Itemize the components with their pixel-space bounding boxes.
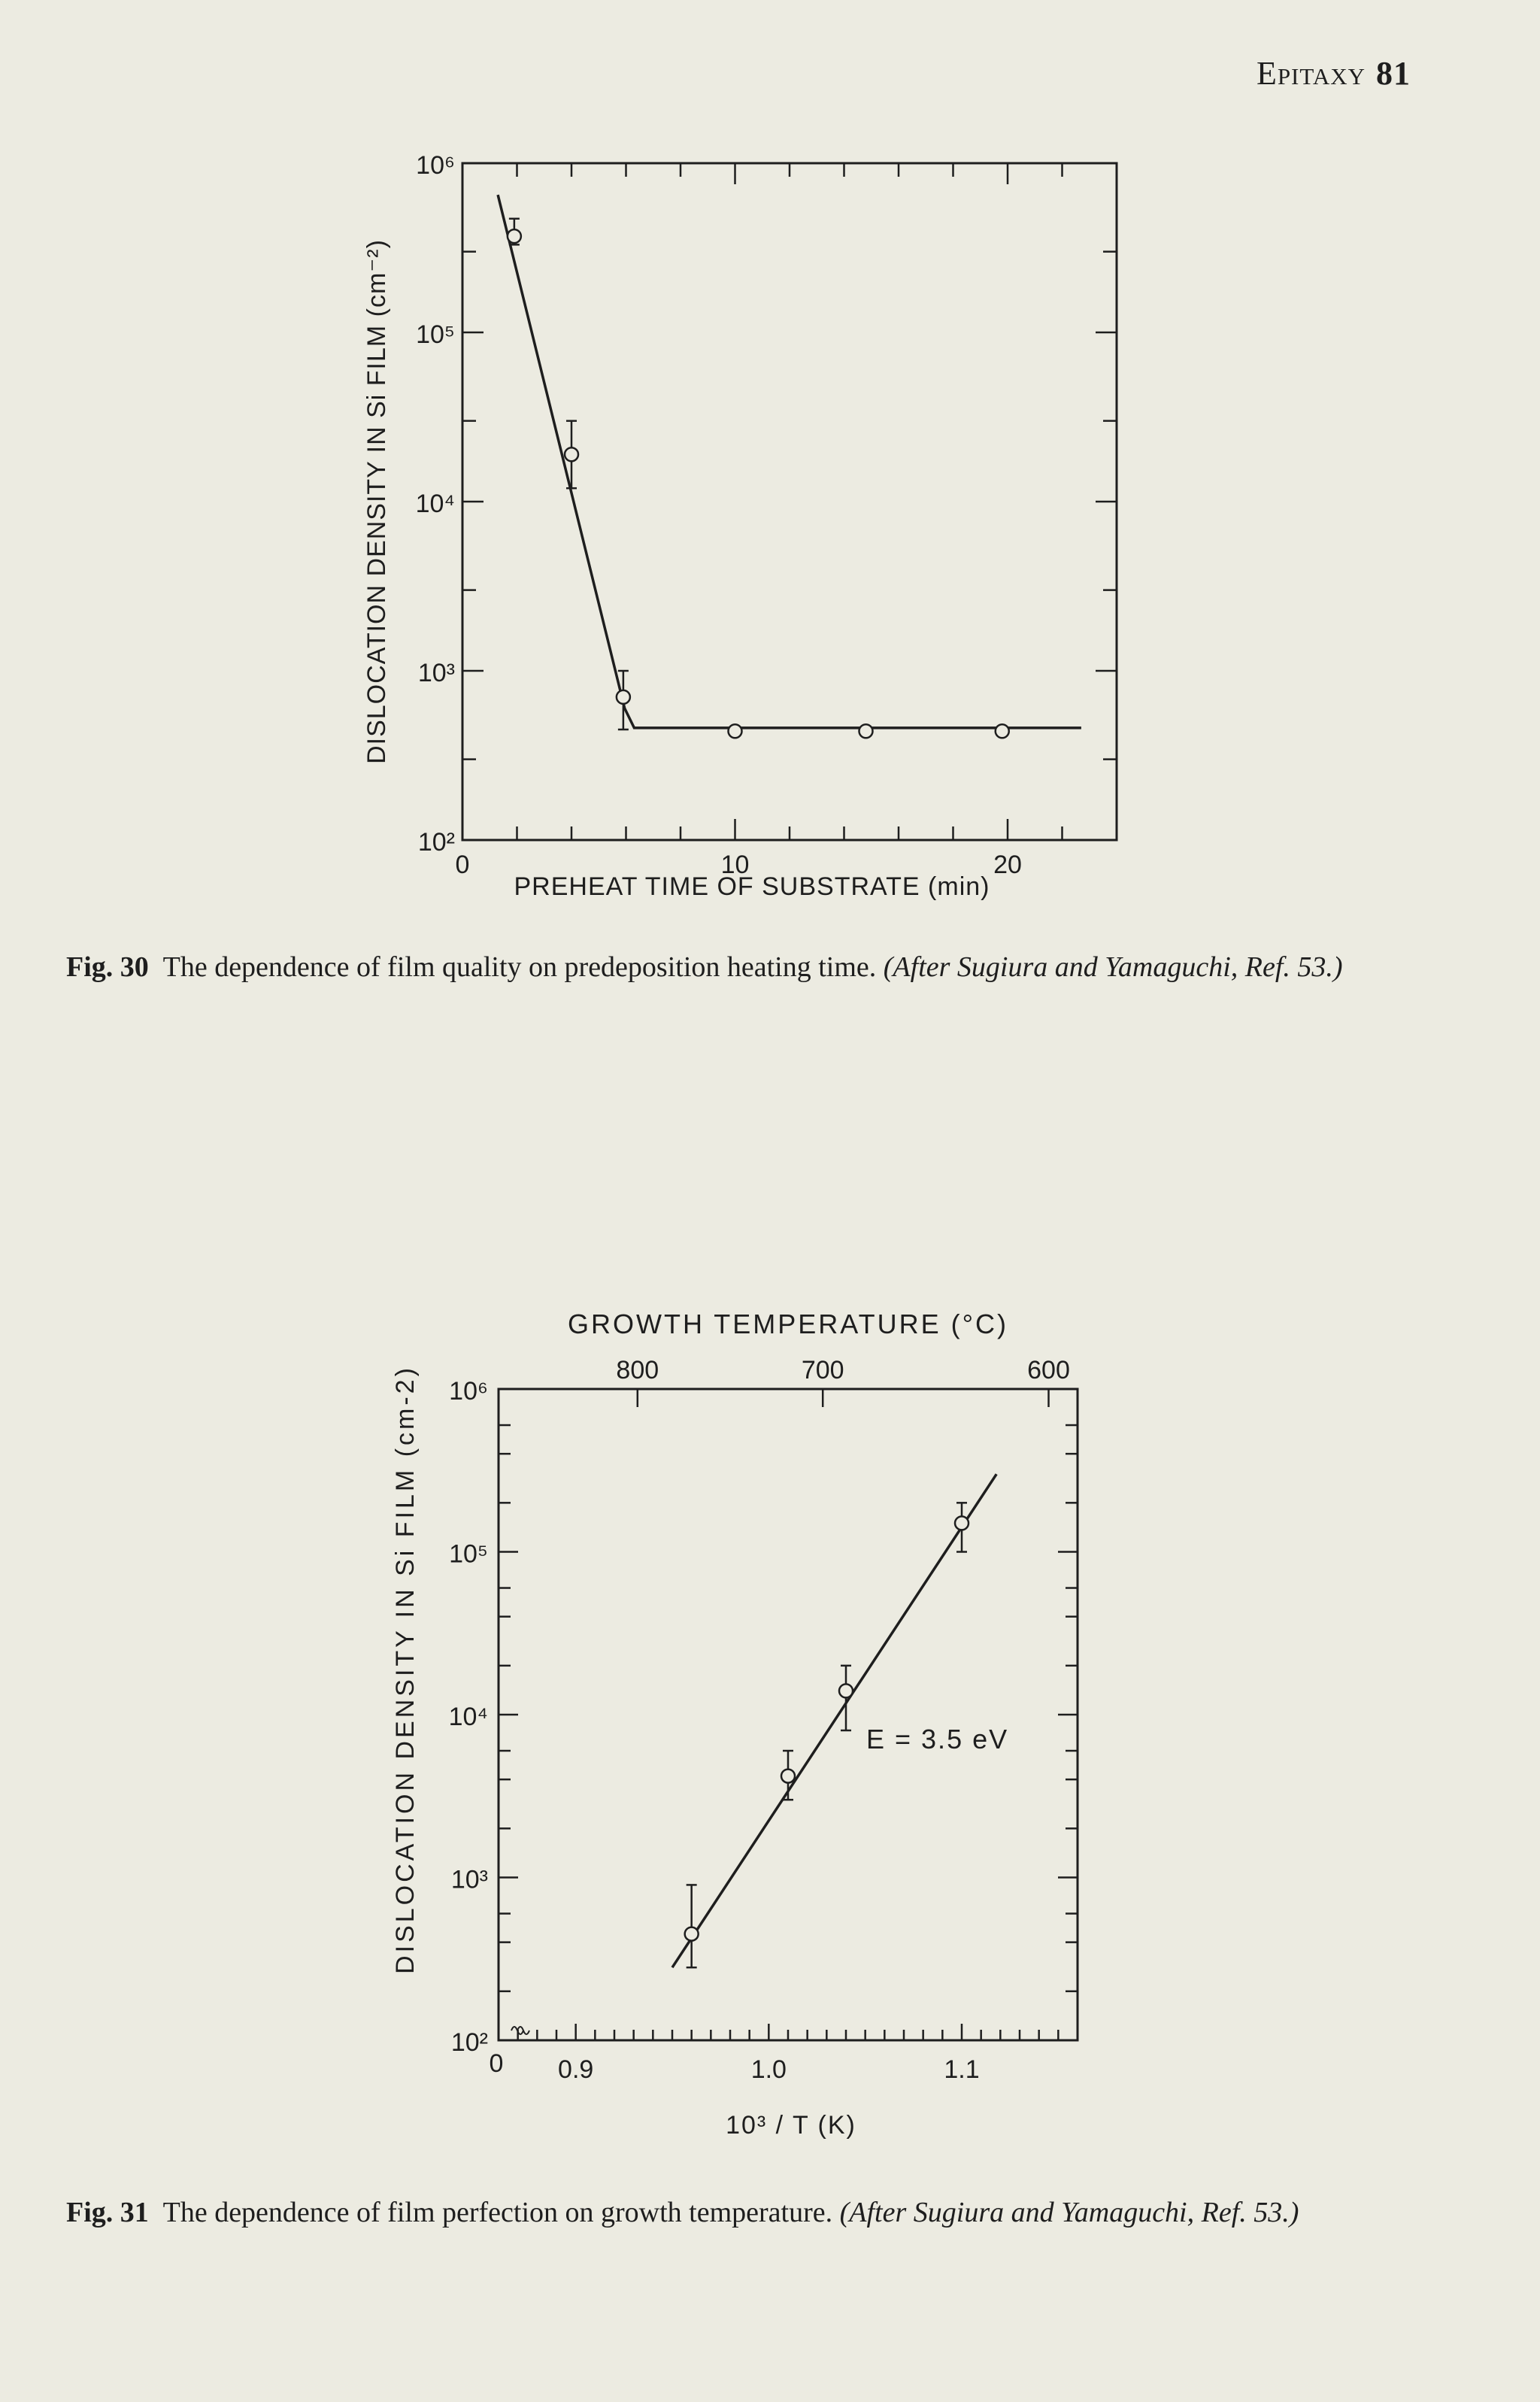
y-tick-label: 10³ — [450, 1865, 488, 1894]
data-point — [508, 229, 521, 243]
y-axis-label: DISLOCATION DENSITY IN Si FILM (cm-2) — [391, 1365, 420, 1974]
x-tick-label: 1.0 — [750, 2055, 787, 2084]
x-axis-label: 10³ / T (K) — [726, 2111, 856, 2140]
x-tick-label: 10 — [720, 851, 750, 879]
fit-line — [672, 1474, 996, 1967]
caption-text: The dependence of film quality on predeposition heating time. — [162, 951, 877, 983]
data-point — [839, 1684, 853, 1697]
data-point — [996, 724, 1009, 738]
y-tick-label: 10⁴ — [415, 490, 455, 518]
figure-31-caption — [66, 2194, 1412, 2231]
figure-30-caption — [66, 949, 1412, 985]
page-header — [1257, 54, 1411, 93]
caption-source: (After Sugiura and Yamaguchi, Ref. 53.) — [883, 951, 1343, 983]
x-origin-label: 0 — [489, 2049, 504, 2078]
y-tick-label: 10⁵ — [416, 320, 455, 349]
caption-label: Fig. 31 — [66, 2197, 149, 2228]
axis-break-mark — [511, 2027, 529, 2034]
y-tick-label: 10⁶ — [449, 1377, 488, 1406]
y-tick-label: 10³ — [417, 659, 455, 687]
running-title: Epitaxy — [1256, 55, 1366, 92]
data-point — [565, 447, 578, 461]
top-tick-label: 800 — [616, 1356, 659, 1384]
x-tick-labels — [558, 2055, 980, 2084]
data-point — [859, 724, 873, 738]
fit-annotation: E = 3.5 eV — [866, 1724, 1009, 1754]
tick-marks — [499, 1389, 1078, 2040]
top-axis-label: GROWTH TEMPERATURE (°C) — [567, 1309, 1009, 1339]
fit-line — [498, 195, 1081, 728]
y-tick-labels — [449, 1377, 488, 2057]
data-point — [685, 1927, 699, 1941]
x-tick-label: 1.1 — [944, 2055, 980, 2084]
x-tick-label: 0.9 — [558, 2055, 594, 2084]
y-axis-label: DISLOCATION DENSITY IN Si FILM (cm⁻²) — [362, 239, 391, 764]
x-tick-label: 0 — [455, 851, 470, 879]
x-tick-label: 20 — [993, 851, 1022, 879]
data-point — [781, 1770, 795, 1783]
top-tick-labels — [616, 1356, 1069, 1384]
page-number: 81 — [1376, 55, 1411, 92]
caption-source: (After Sugiura and Yamaguchi, Ref. 53.) — [839, 2197, 1299, 2228]
data-point — [729, 724, 742, 738]
tick-marks — [462, 163, 1117, 840]
plot-frame — [462, 163, 1117, 840]
fit-line-path — [498, 195, 1081, 728]
plot-frame — [499, 1389, 1078, 2040]
data-points — [508, 219, 1009, 738]
y-tick-label: 10² — [417, 828, 455, 857]
figure-30-chart — [0, 128, 1540, 925]
y-tick-labels — [416, 151, 455, 857]
y-tick-label: 10⁶ — [416, 151, 455, 180]
data-point — [617, 690, 630, 704]
y-tick-label: 10⁴ — [448, 1703, 488, 1731]
fit-line-path — [672, 1474, 996, 1967]
caption-label: Fig. 30 — [66, 951, 149, 983]
y-tick-label: 10⁵ — [449, 1539, 488, 1569]
y-tick-label: 10² — [450, 2028, 488, 2057]
caption-text: The dependence of film perfection on growth temperature. — [162, 2197, 833, 2228]
top-tick-label: 600 — [1027, 1356, 1070, 1384]
figure-31-chart — [0, 1294, 1540, 2158]
data-point — [955, 1516, 969, 1530]
top-tick-label: 700 — [801, 1356, 844, 1384]
x-axis-label: PREHEAT TIME OF SUBSTRATE (min) — [514, 872, 990, 901]
